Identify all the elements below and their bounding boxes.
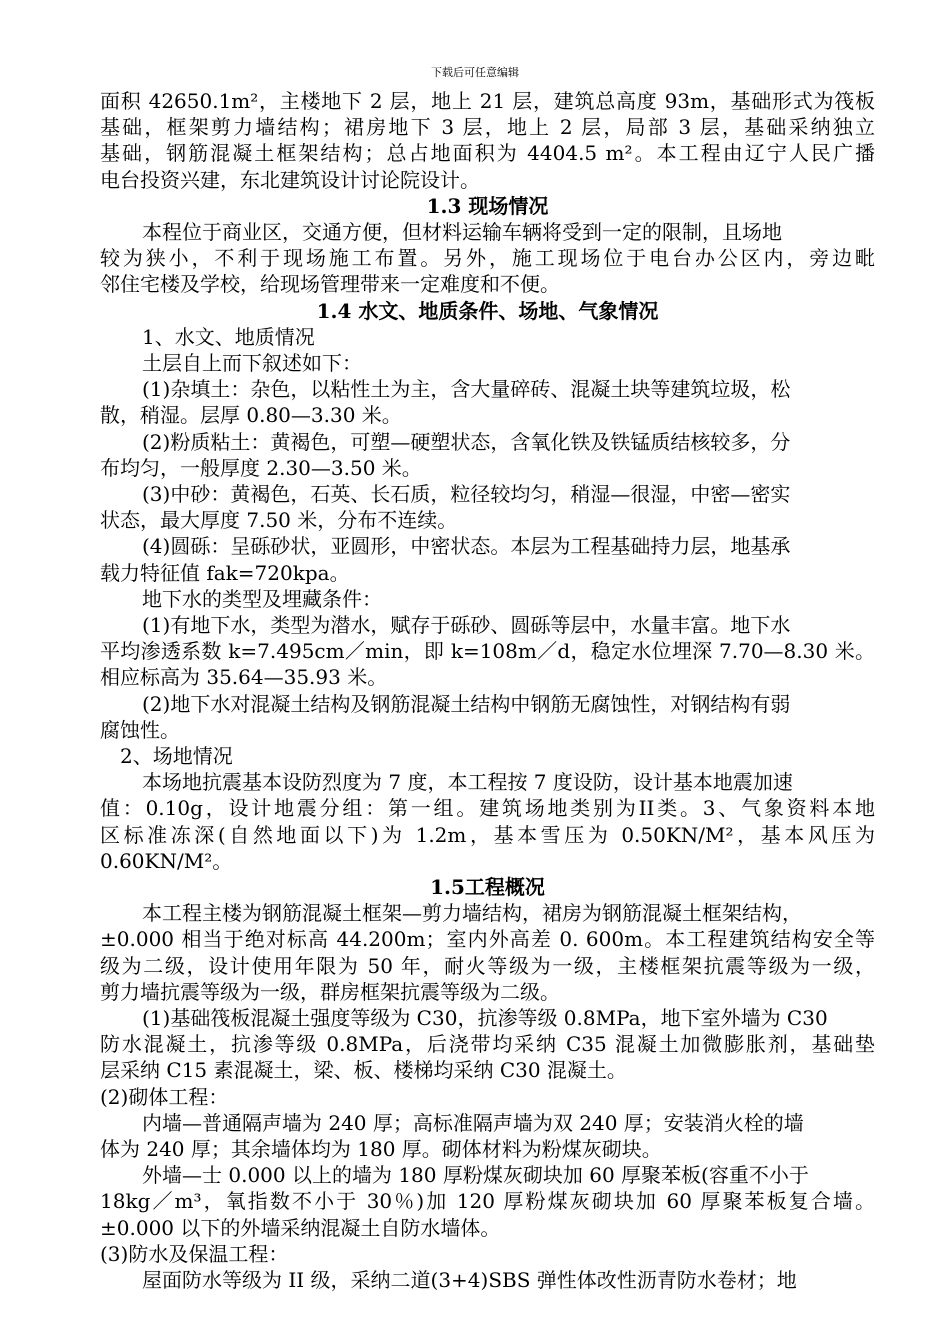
- text-line: ±0.000 相当于绝对标高 44.200m；室内外高差 0. 600m。本工程建筑结构安全等: [100, 927, 875, 952]
- text-line: (1)杂填土：杂色，以粘性土为主，含大量碎砖、混凝土块等建筑垃圾，松: [142, 377, 791, 402]
- text-line: (1)基础筏板混凝土强度等级为 C30，抗渗等级 0.8MPa，地下室外墙为 C30: [142, 1005, 828, 1030]
- text-line: (2)粉质粘土：黄褐色，可塑—硬塑状态，含氧化铁及铁锰质结核较多，分: [142, 429, 791, 454]
- text-line: 布均匀，一般厚度 2.30—3.50 米。: [100, 455, 422, 480]
- text-line: 面积 42650.1m²，主楼地下 2 层，地上 21 层，建筑总高度 93m，基础形式为筏板: [100, 89, 875, 113]
- text-line: 较为狭小，不利于现场施工布置。另外，施工现场位于电台办公区内，旁边毗: [100, 246, 875, 271]
- document-body: [100, 88, 875, 1293]
- text-line: ±0.000 以下的外墙采纳混凝土自防水墙体。: [100, 1215, 501, 1240]
- text-line: (4)圆砾：呈砾砂状，亚圆形，中密状态。本层为工程基础持力层，地基承: [142, 534, 791, 559]
- text-line: 0.60KN/M²。: [100, 848, 233, 873]
- section-heading: 1.5工程概况: [430, 874, 545, 899]
- text-line: 区标准冻深(自然地面以下)为 1.2m，基本雪压为 0.50KN/M²，基本风压为: [100, 822, 875, 847]
- text-line: 散，稍湿。层厚 0.80—3.30 米。: [100, 403, 402, 428]
- text-line: (3)中砂：黄褐色，石英、长石质，粒径较均匀，稍湿—很湿，中密—密实: [142, 481, 791, 506]
- text-line: (2)地下水对混凝土结构及钢筋混凝土结构中钢筋无腐蚀性，对钢结构有弱: [142, 691, 791, 716]
- text-line: 内墙—普通隔声墙为 240 厚；高标准隔声墙为双 240 厚；安装消火栓的墙: [142, 1110, 804, 1135]
- text-line: 载力特征值 fak=720kpa。: [100, 560, 350, 585]
- text-line: 本场地抗震基本设防烈度为 7 度，本工程按 7 度设防，设计基本地震加速: [142, 770, 793, 795]
- text-line: 基础，钢筋混凝土框架结构；总占地面积为 4404.5 m²。本工程由辽宁人民广播: [100, 141, 875, 166]
- text-line: 本程位于商业区，交通方便，但材料运输车辆将受到一定的限制，且场地: [142, 219, 782, 244]
- section-heading: 1.4 水文、地质条件、场地、气象情况: [316, 298, 659, 323]
- text-line: 级为二级，设计使用年限为 50 年，耐火等级为一级，主楼框架抗震等级为一级，: [100, 953, 875, 978]
- text-line: 体为 240 厚；其余墙体均为 180 厚。砌体材料为粉煤灰砌块。: [100, 1136, 662, 1161]
- text-line: (1)有地下水，类型为潜水，赋存于砾砂、圆砾等层中，水量丰富。地下水: [142, 613, 791, 637]
- text-line: 状态，最大厚度 7.50 米，分布不连续。: [100, 508, 458, 533]
- text-line: 防水混凝土，抗渗等级 0.8MPa，后浇带均采纳 C35 混凝土加微膨胀剂，基础垫: [100, 1032, 875, 1057]
- text-line: (3)防水及保温工程：: [100, 1241, 289, 1266]
- text-line: 18kg／m³，氧指数不小于 30％)加 120 厚粉煤灰砌块加 60 厚聚苯板复合墙。: [100, 1189, 875, 1214]
- text-line: 值：0.10g，设计地震分组：第一组。建筑场地类别为II类。3、气象资料本地: [100, 796, 875, 821]
- text-line: 腐蚀性。: [100, 717, 180, 742]
- page-header: 下载后可任意编辑: [431, 66, 519, 79]
- text-line: 屋面防水等级为 II 级，采纳二道(3+4)SBS 弹性体改性沥青防水卷材；地: [142, 1267, 797, 1292]
- text-line: 本工程主楼为钢筋混凝土框架—剪力墙结构，裙房为钢筋混凝土框架结构，: [142, 901, 802, 926]
- text-line: 基础，框架剪力墙结构；裙房地下 3 层，地上 2 层，局部 3 层，基础采纳独立: [100, 115, 875, 140]
- text-line: 邻住宅楼及学校，给现场管理带来一定难度和不便。: [100, 272, 560, 297]
- text-line: 1、水文、地质情况: [142, 324, 315, 349]
- text-line: 电台投资兴建，东北建筑设计讨论院设计。: [100, 167, 480, 192]
- text-line: (2)砌体工程：: [100, 1084, 229, 1109]
- text-line: 层采纳 C15 素混凝土，梁、板、楼梯均采纳 C30 混凝土。: [100, 1058, 627, 1083]
- section-heading: 1.3 现场情况: [426, 193, 549, 218]
- text-line: 外墙—士 0.000 以上的墙为 180 厚粉煤灰砌块加 60 厚聚苯板(容重不小于: [142, 1163, 809, 1188]
- text-line: 土层自上而下叙述如下：: [142, 350, 362, 375]
- text-line: 2、场地情况: [120, 744, 233, 768]
- text-line: 平均渗透系数 k=7.495cm／min，即 k=108m／d，稳定水位埋深 7.70—8.30 米。: [100, 639, 875, 664]
- text-line: 相应标高为 35.64—35.93 米。: [100, 665, 388, 690]
- text-line: 剪力墙抗震等级为一级，群房框架抗震等级为二级。: [100, 979, 560, 1004]
- text-line: 地下水的类型及埋藏条件：: [142, 586, 382, 611]
